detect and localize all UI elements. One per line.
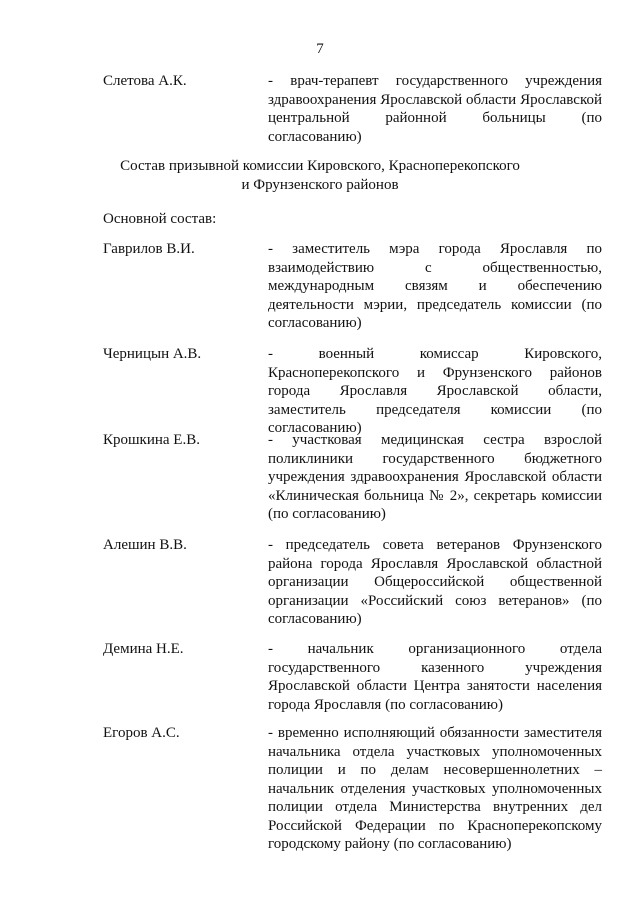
member-description: - участковая медицинская сестра взрослой поликлиники государственного бюджетного учреждения здравоохранения Ярославской области «Клиническая больница № 2», секретарь комиссии (по согласованию) — [268, 432, 602, 522]
member-name: Гаврилов В.И. — [103, 241, 195, 257]
member-name: Егоров А.С. — [103, 725, 180, 741]
member-description: - врач-терапевт государственного учреждения здравоохранения Ярославской области Ярославской центральной районной больницы (по согласованию) — [268, 73, 602, 145]
member-name: Алешин В.В. — [103, 537, 187, 553]
member-description: - председатель совета ветеранов Фрунзенского района города Ярославля Ярославской областной организации Общероссийской общественной организации «Российский союз ветеранов» (по согласованию) — [268, 537, 602, 627]
member-description: - временно исполняющий обязанности заместителя начальника отдела участковых уполномоченных полиции и по делам несовершеннолетних – начальник отделения участковых уполномоченных полиции отдела Министерства внутренних дел Российской Федерации по Красноперекопскому городскому району (по согласованию) — [268, 725, 602, 852]
member-description: - заместитель мэра города Ярославля по взаимодействию с общественностью, международным связям и обеспечению деятельности мэрии, председатель комиссии (по согласованию) — [268, 241, 602, 331]
page-number: 7 — [316, 41, 324, 57]
member-name: Черницын А.В. — [103, 346, 202, 362]
member-name: Демина Н.Е. — [103, 641, 184, 657]
commission-title — [0, 157, 640, 194]
main-composition-label: Основной состав: — [103, 211, 217, 227]
commission-title-line-1: Состав призывной комиссии Кировского, Красноперекопского — [120, 158, 520, 174]
member-description: - начальник организационного отдела государственного казенного учреждения Ярославской области Центра занятости населения города Ярославля (по согласованию) — [268, 641, 602, 713]
commission-title-line-2: и Фрунзенского районов — [241, 176, 399, 193]
member-name: Крошкина Е.В. — [103, 432, 200, 448]
member-name: Слетова А.К. — [103, 73, 187, 89]
member-description: - военный комиссар Кировского, Красноперекопского и Фрунзенского районов города Ярославля Ярославской области, заместитель председателя комиссии (по согласованию) — [268, 346, 602, 436]
